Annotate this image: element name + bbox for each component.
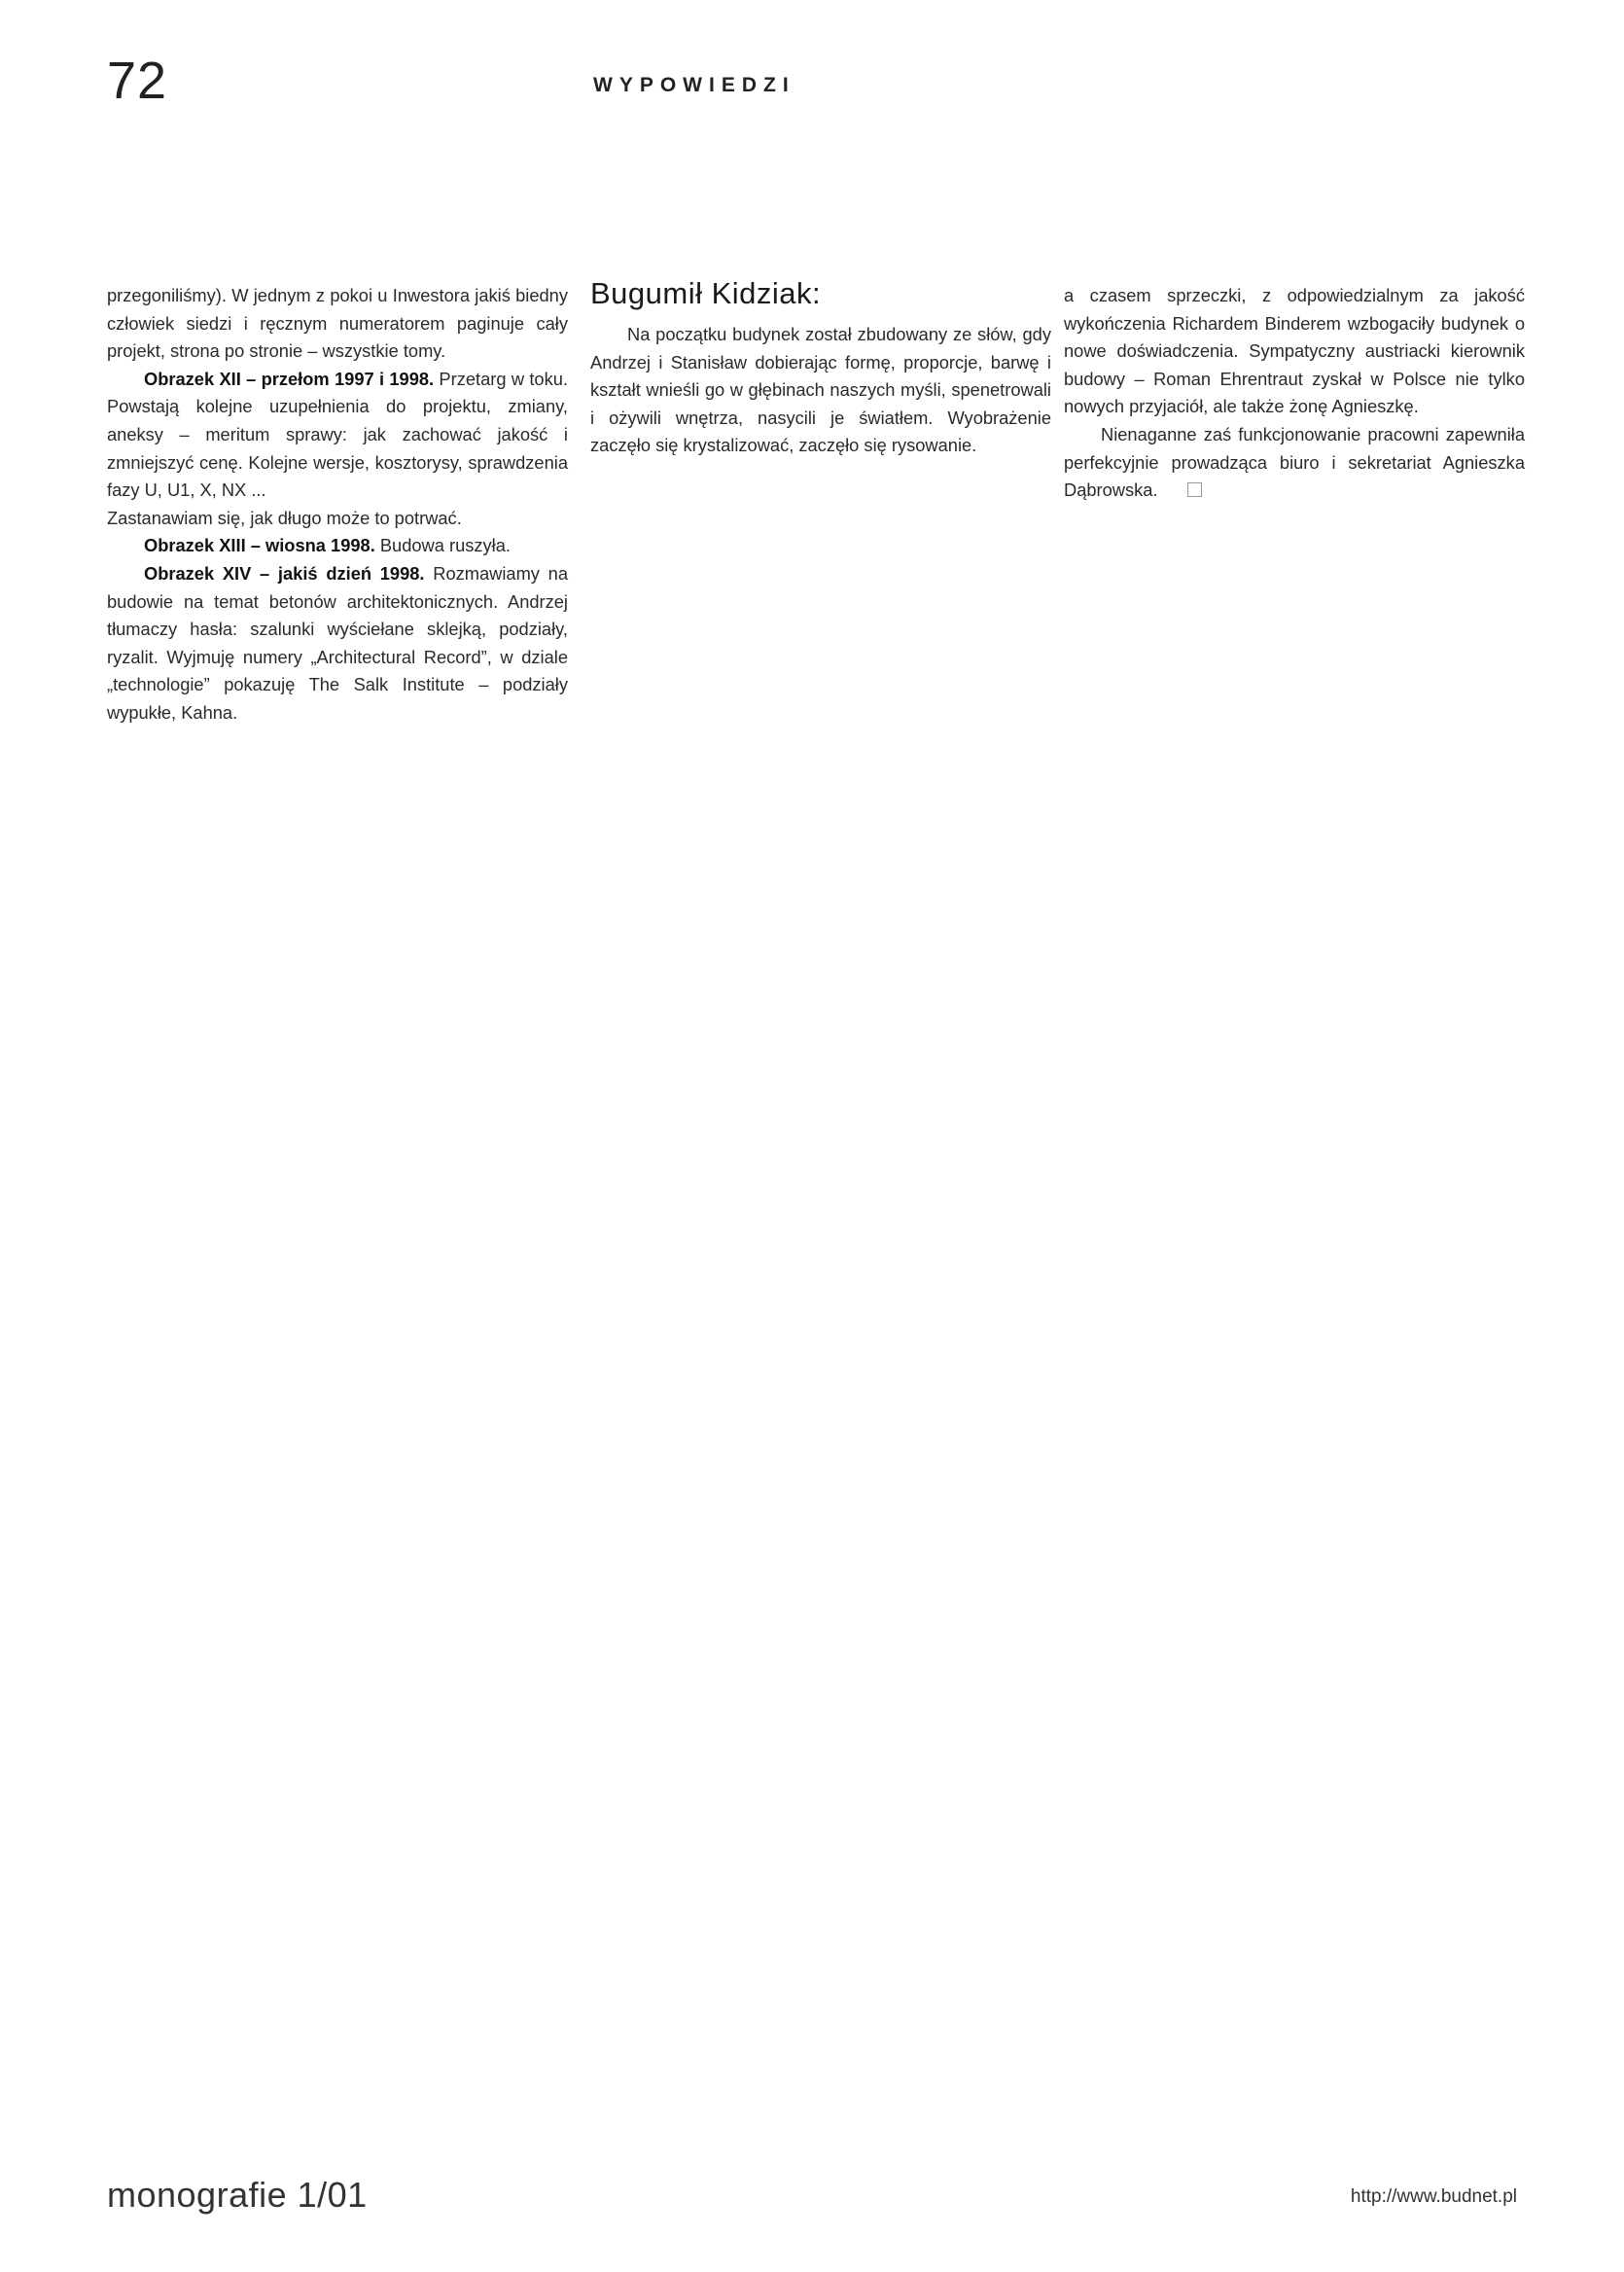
paragraph-text: przegoniliśmy). W jednym z pokoi u Inwestora jakiś biedny człowiek siedzi i ręcznym numeratorem paginuje cały projekt, strona po stronie – wszystkie tomy. — [107, 285, 568, 362]
end-of-article-square-icon — [1187, 482, 1202, 497]
paragraph — [1064, 282, 1525, 421]
picture-entry-paragraph — [107, 532, 568, 560]
author-heading: Bugumił Kidziak: — [590, 276, 822, 310]
paragraph-text: Budowa ruszyła. — [374, 535, 511, 556]
journal-footer: monografie 1/01 — [107, 2175, 368, 2215]
section-title: WYPOWIEDZI — [593, 74, 795, 96]
entry-label: Obrazek XIII – wiosna 1998. — [144, 535, 375, 556]
text-column-1 — [107, 282, 568, 728]
entry-label: Obrazek XII – przełom 1997 i 1998. — [144, 368, 435, 389]
paragraph-text: Na początku budynek został zbudowany ze słów, gdy Andrzej i Stanisław dobierając formę, proporcje, barwę i kształt wnieśli go w głębinach naszych myśli, spenetrowali i ożywili wnętrza, nasycili je światłem. Wyobrażenie zaczęło się krystalizować, zaczęło się rysowanie. — [590, 324, 1051, 456]
paragraph-text: Nienaganne zaś funkcjonowanie pracowni zapewniła perfekcyjnie prowadząca biuro i sekretariat Agnieszka Dąbrowska. — [1064, 423, 1525, 501]
paragraph — [590, 321, 1051, 460]
text-column-3 — [1064, 282, 1525, 505]
website-url: http://www.budnet.pl — [1350, 2186, 1517, 2207]
paragraph — [107, 505, 568, 533]
picture-entry-paragraph — [107, 366, 568, 505]
paragraph-text: a czasem sprzeczki, z odpowiedzialnym za jakość wykończenia Richardem Binderem wzbogaciły budynek o nowe doświadczenia. Sympatyczny austriacki kierownik budowy – Roman Ehrentraut zyskał w Polsce nie tylko nowych przyjaciół, ale także żonę Agnieszkę. — [1064, 285, 1525, 417]
paragraph-text: Przetarg w toku. Powstają kolejne uzupełnienia do projektu, zmiany, aneksy – meritum sprawy: jak zachować jakość i zmniejszyć cenę. Kolejne wersje, kosztorysy, sprawdzenia fazy U, U1, X, NX ... — [107, 368, 568, 501]
paragraph — [107, 282, 568, 366]
paragraph-text: Zastanawiam się, jak długo może to potrwać. — [107, 507, 462, 528]
paragraph-text: Rozmawiamy na budowie na temat betonów architektonicznych. Andrzej tłumaczy hasła: szalunki wyściełane sklejką, podziały, ryzalit. Wyjmuję numery „Architectural Record”, w dziale „technologie” pokazuję The Salk Institute – podziały wypukłe, Kahna. — [107, 562, 568, 723]
text-column-2 — [590, 274, 1051, 460]
picture-entry-paragraph — [107, 560, 568, 728]
page-number: 72 — [107, 52, 168, 110]
paragraph — [1064, 421, 1525, 505]
entry-label: Obrazek XIV – jakiś dzień 1998. — [144, 562, 425, 584]
